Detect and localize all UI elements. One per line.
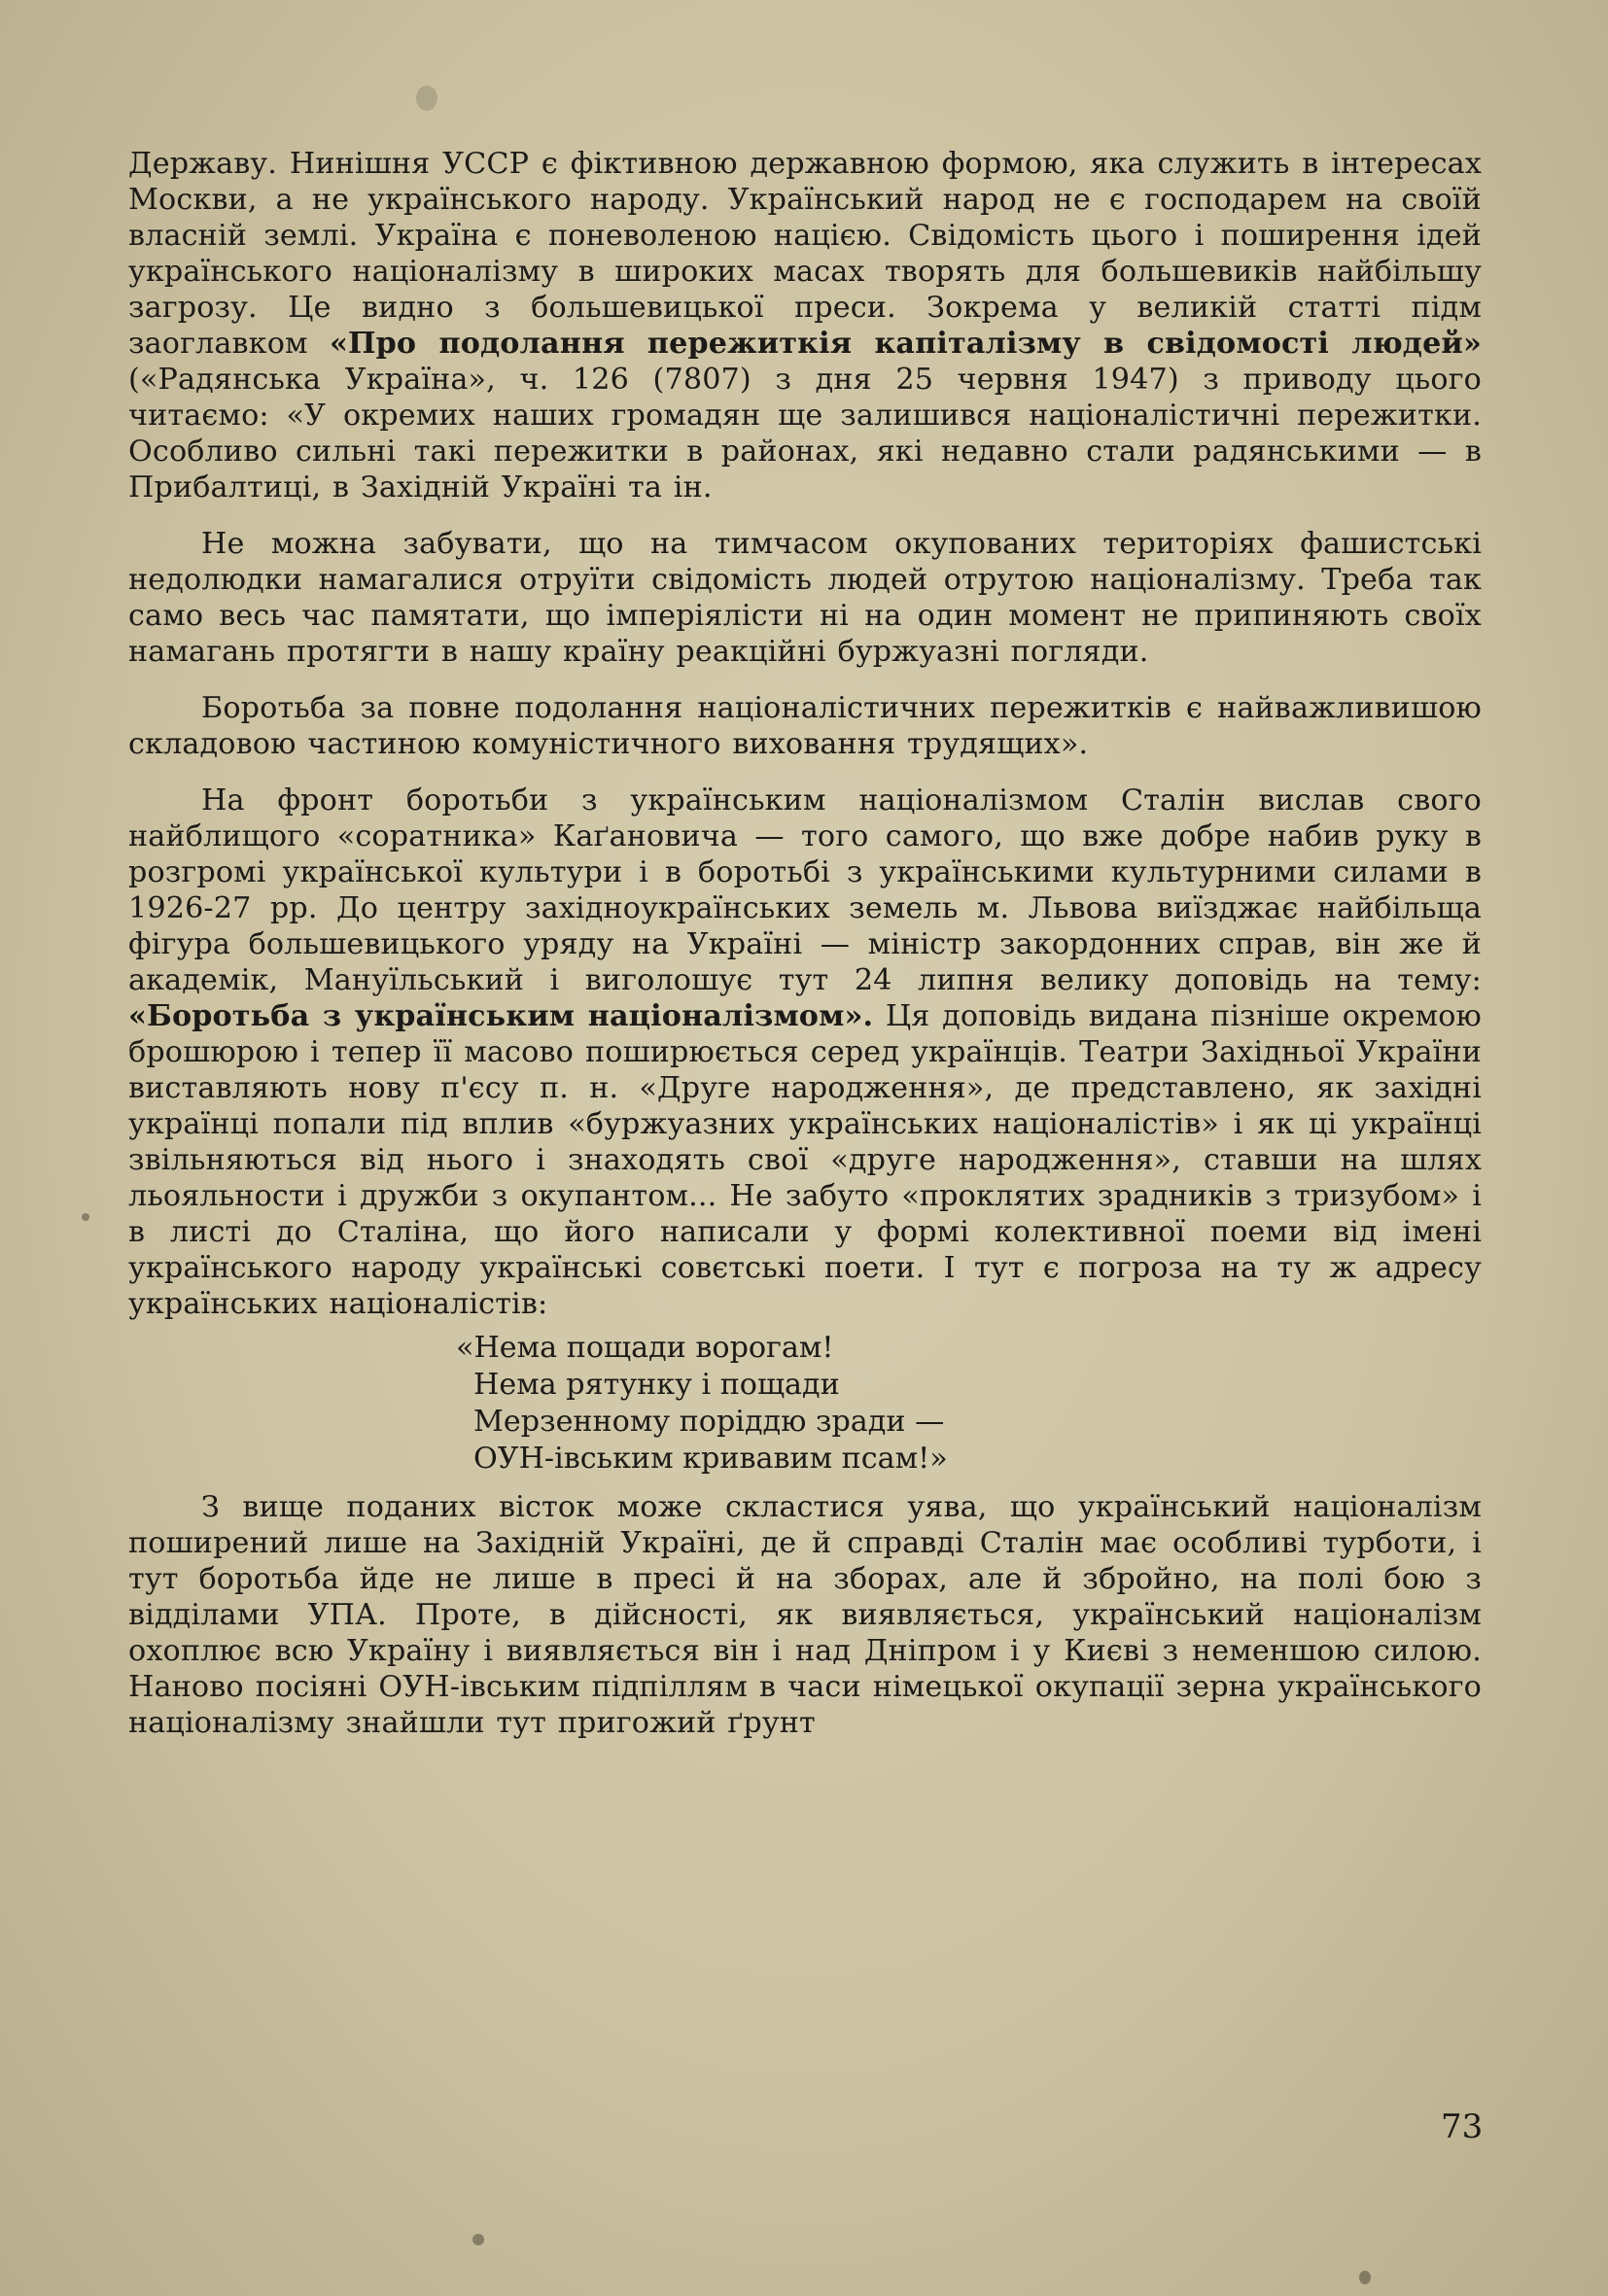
article-title-bold: «Про подолання пережиткія капіталізму в свідомості людей»: [330, 327, 1482, 361]
paragraph-4: [128, 783, 1482, 1322]
page-number: 73: [1441, 2107, 1484, 2146]
text-run: Боротьба за повне подолання націоналістичних пережитків є найважливишою складовою частиною комуністичного виховання трудящих».: [128, 691, 1482, 761]
paper-speck: [472, 2234, 484, 2245]
text-run: Ця доповідь видана пізніше окремою брошюрою і тепер її масово поширюється серед українців. Театри Західньої України виставляють нову п'єсу п. н. «Друге народження», де представлено, як західні українці попали під вплив «буржуазних українських націоналістів» і як ці українці звільняються від нього і знаходять свої «друге народження», ставши на шлях льояльности і дружби з окупантом... Не забуто «проклятих зрадників з тризубом» і в листі до Сталіна, що його написали у формі колективної поеми від імені українського народу українські совєтські поети. І тут є погроза на ту ж адресу українських націоналістів:: [128, 999, 1482, 1321]
text-run: Державу. Нинішня УССР є фіктивною державною формою, яка служить в інтересах Москви, а не українського народу. Український народ не є господарем на своїй власній землі. Україна є поневоленою нацією. Свідомість цього і поширення ідей українського націоналізму в широких масах творять для большевиків найбільшу загрозу. Це видно з большевицької преси. Зокрема у великій статті підм заоглавком: [128, 147, 1482, 361]
poem-line: «Нема пощади ворогам!: [456, 1331, 834, 1365]
paragraph-1: [128, 146, 1482, 505]
text-run: На фронт боротьби з українським націоналізмом Сталін вислав свого найблищого «соратника» Каґановича — того самого, що вже добре набив руку в розгромі української культури і в боротьбі з українськими культурними силами в 1926-27 рр. До центру західноукраїнських земель м. Львова виїзджає найбільща фігура большевицького уряду на Україні — міністр закордонних справ, він же й академік, Мануїльський і виголошує тут 24 липня велику доповідь на тему:: [128, 783, 1482, 997]
text-run: З вище поданих вісток може скластися уява, що український націоналізм поширений лише на Західній Україні, де й справді Сталін має особливі турботи, і тут боротьба йде не лише в пресі й на зборах, але й збройно, на полі бою з відділами УПА. Проте, в дійсності, як виявляється, український націоналізм охоплює всю Україну і виявляється він і над Дніпром і у Києві з неменшою силою. Наново посіяні ОУН-івським підпіллям в часи німецької окупації зерна українського націоналізму знайшли тут пригожий ґрунт: [128, 1490, 1482, 1740]
document-page: [128, 146, 1482, 2168]
poem-line: Нема рятунку і пощади: [473, 1368, 840, 1402]
poem-line: ОУН-івським кривавим псам!»: [473, 1442, 948, 1476]
paper-speck: [1359, 2271, 1371, 2284]
paragraph-3: [128, 690, 1482, 762]
text-run: Не можна забувати, що на тимчасом окупованих територіях фашистські недолюдки намагалися отруїти свідомість людей отрутою націоналізму. Треба так само весь час памятати, що імперіялісти ні на один момент не припиняють своїх намагань протягти в нашу країну реакційні буржуазні погляди.: [128, 527, 1482, 669]
paper-speck: [82, 1213, 89, 1221]
text-run: («Радянська Україна», ч. 126 (7807) з дня 25 червня 1947) з приводу цього читаємо: «У окремих наших громадян ще залишився націоналістичні пережитки. Особливо сильні такі пережитки в районах, які недавно стали радянськими — в Прибалтиці, в Західній Україні та ін.: [128, 363, 1482, 504]
poem-line: Мерзенному поріддю зради —: [473, 1405, 945, 1439]
paragraph-5: [128, 1489, 1482, 1741]
report-title-bold: «Боротьба з українським націоналізмом».: [128, 999, 874, 1033]
poem-quote: [456, 1330, 1482, 1478]
paper-speck: [416, 86, 437, 111]
paragraph-2: [128, 526, 1482, 670]
